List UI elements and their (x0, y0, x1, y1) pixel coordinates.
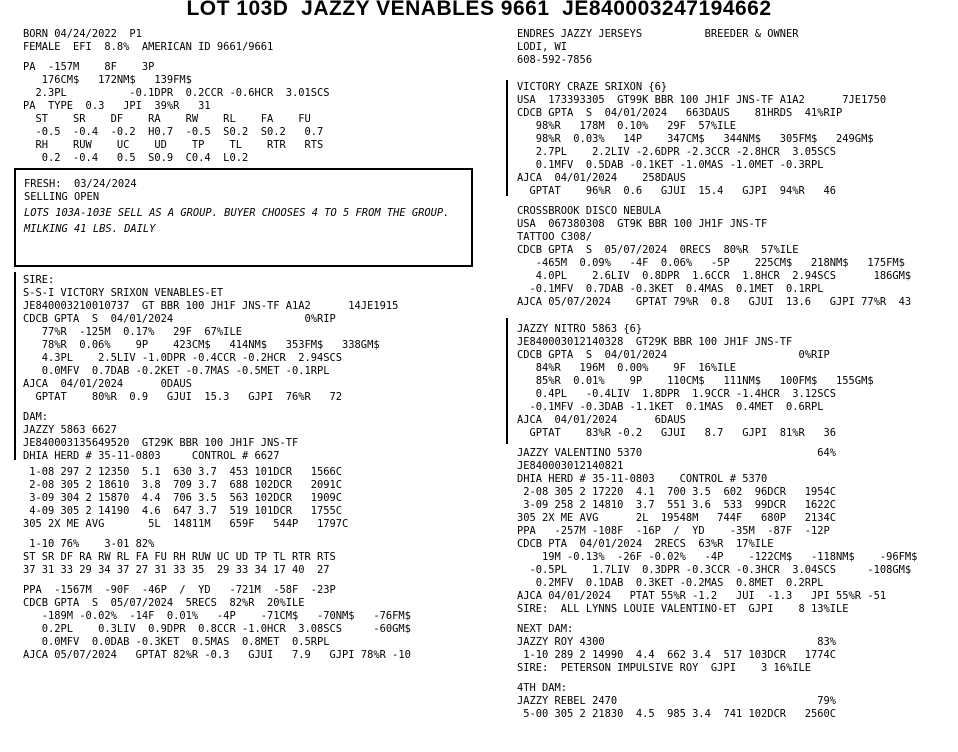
dam-record: 4-09 305 2 14190 4.6 647 3.7 519 101DCR 1755C (23, 505, 343, 517)
sire-line: JE840003210010737 GT BBR 100 JH1F JNS-TF A1A2 14JE1915 (23, 300, 399, 312)
valentino-block (517, 447, 955, 616)
nitro-bar (506, 318, 508, 444)
dam-line: DHIA HERD # 35-11-0803 CONTROL # 6627 (23, 450, 280, 462)
dam-record: 2-08 305 2 18610 3.8 709 3.7 688 102DCR 2091C (23, 479, 343, 491)
pa-line: PA -157M 8F 3P (23, 61, 155, 73)
breeder-block (517, 28, 955, 67)
valentino-line: 305 2X ME AVG 2L 19548M 744F 680P 2134C (517, 512, 837, 524)
crossbrook-line: CROSSBROOK DISCO NEBULA (517, 205, 661, 217)
sire-dam-bar (14, 272, 16, 460)
dam-line: JAZZY 5863 6627 (23, 424, 117, 436)
pa-line: RH RUW UC UD TP TL RTR RTS (23, 139, 324, 151)
selling-status: SELLING OPEN (24, 191, 100, 203)
dam-record: 1-08 297 2 12350 5.1 630 3.7 453 101DCR 1566C (23, 466, 343, 478)
dam-genomics-line: 0.2PL 0.3LIV 0.9DPR 0.8CCR -1.0HCR 3.08SCS -60GM$ (23, 623, 411, 635)
intro-block (23, 28, 493, 54)
nitro-line: JE840003012140328 GT29K BBR 100 JH1F JNS-TF (517, 336, 793, 348)
next-dam-line: NEXT DAM: (517, 623, 574, 635)
nitro-line: 0.4PL -0.4LIV 1.8DPR 1.9CCR -1.4HCR 3.12SCS (517, 388, 837, 400)
crossbrook-line: AJCA 05/07/2024 GPTAT 79%R 0.8 GJUI 13.6 GJPI 77%R 43 (517, 296, 912, 308)
sire-line: CDCB GPTA S 04/01/2024 0%RIP (23, 313, 336, 325)
crossbrook-line: USA 067380308 GT9K BBR 100 JH1F JNS-TF (517, 218, 768, 230)
fresh-box (14, 168, 473, 267)
sire-line: 77%R -125M 0.17% 29F 67%ILE (23, 326, 242, 338)
dam-genomics-line: AJCA 05/07/2024 GPTAT 82%R -0.3 GJUI 7.9 GJPI 78%R -10 (23, 649, 411, 661)
pa-line: ST SR DF RA RW RL FA FU (23, 113, 311, 125)
left-column (23, 28, 493, 165)
victory-line: AJCA 04/01/2024 258DAUS (517, 172, 686, 184)
dam-type-line: 37 31 33 29 34 37 27 31 33 35 29 33 34 17 40 27 (23, 564, 330, 576)
dam-line: JE840003135649520 GT29K BBR 100 JH1F JNS-TF (23, 437, 299, 449)
valentino-line: -0.5PL 1.7LIV 0.3DPR -0.3CCR -0.3HCR 3.04SCS -108GM$ (517, 564, 912, 576)
valentino-line: PPA -257M -108F -16P / YD -35M -87F -12P (517, 525, 830, 537)
sire-dam-column (23, 274, 493, 662)
pa-line: 176CM$ 172NM$ 139FM$ (23, 74, 192, 86)
pa-line: 2.3PL -0.1DPR 0.2CCR -0.6HCR 3.01SCS (23, 87, 330, 99)
nitro-line: GPTAT 83%R -0.2 GJUI 8.7 GJPI 81%R 36 (517, 427, 837, 439)
victory-line: GPTAT 96%R 0.6 GJUI 15.4 GJPI 94%R 46 (517, 185, 837, 197)
victory-line: 0.1MFV 0.5DAB -0.1KET -1.0MAS -1.0MET -0.3RPL (517, 159, 824, 171)
crossbrook-line: CDCB GPTA S 05/07/2024 0RECS 80%R 57%ILE (517, 244, 799, 256)
next-dam-line: 1-10 289 2 14990 4.4 662 3.4 517 103DCR 1774C (517, 649, 837, 661)
valentino-line: SIRE: ALL LYNNS LOUIE VALENTINO-ET GJPI 8 13%ILE (517, 603, 849, 615)
pa-line: 0.2 -0.4 0.5 S0.9 C0.4 L0.2 (23, 152, 249, 164)
valentino-line: JAZZY VALENTINO 5370 64% (517, 447, 837, 459)
id-line: FEMALE EFI 8.8% AMERICAN ID 9661/9661 (23, 41, 274, 53)
born-line: BORN 04/24/2022 P1 (23, 28, 142, 40)
breeder-line: 608-592-7856 (517, 54, 593, 66)
nitro-line: -0.1MFV -0.3DAB -1.1KET 0.1MAS 0.4MET 0.6RPL (517, 401, 824, 413)
sire-line: SIRE: (23, 274, 55, 286)
victory-block (517, 81, 955, 198)
sire-line: AJCA 04/01/2024 0DAUS (23, 378, 192, 390)
next-dam-line: JAZZY ROY 4300 83% (517, 636, 837, 648)
sire-line: GPTAT 80%R 0.9 GJUI 15.3 GJPI 76%R 72 (23, 391, 343, 403)
valentino-line: 2-08 305 2 17220 4.1 700 3.5 602 96DCR 1954C (517, 486, 837, 498)
sire-line: 4.3PL 2.5LIV -1.0DPR -0.4CCR -0.2HCR 2.94SCS (23, 352, 343, 364)
sire-line: 78%R 0.06% 9P 423CM$ 414NM$ 353FM$ 338GM$ (23, 339, 380, 351)
victory-line: VICTORY CRAZE SRIXON {6} (517, 81, 668, 93)
crossbrook-line: -0.1MFV 0.7DAB -0.3KET 0.4MAS 0.1MET 0.1RPL (517, 283, 824, 295)
victory-line: 98%R 0.03% 14P 347CM$ 344NM$ 305FM$ 249GM$ (517, 133, 874, 145)
milking-note: MILKING 41 LBS. DAILY (24, 223, 156, 235)
sire-block (23, 274, 493, 404)
dam-record: 3-09 304 2 15870 4.4 706 3.5 563 102DCR 1909C (23, 492, 343, 504)
victory-line: CDCB GPTA S 04/01/2024 663DAUS 81HRDS 41%RIP (517, 107, 843, 119)
fourth-dam-line: 5-00 305 2 21830 4.5 985 3.4 741 102DCR 2560C (517, 708, 837, 720)
dam-genomics-block (23, 584, 493, 662)
valentino-line: JE840003012140821 (517, 460, 624, 472)
pa-block (23, 61, 493, 165)
nitro-line: 85%R 0.01% 9P 110CM$ 111NM$ 100FM$ 155GM$ (517, 375, 874, 387)
dam-record: 305 2X ME AVG 5L 14811M 659F 544P 1797C (23, 518, 349, 530)
fourth-dam-line: 4TH DAM: (517, 682, 568, 694)
victory-line: 2.7PL 2.2LIV -2.6DPR -2.3CCR -2.8HCR 3.05SCS (517, 146, 837, 158)
pa-line: PA TYPE 0.3 JPI 39%R 31 (23, 100, 211, 112)
dam-type-line: ST SR DF RA RW RL FA FU RH RUW UC UD TP TL RTR RTS (23, 551, 336, 563)
breeder-line: ENDRES JAZZY JERSEYS BREEDER & OWNER (517, 28, 799, 40)
dam-genomics-line: 0.0MFV 0.0DAB -0.3KET 0.5MAS 0.8MET 0.5RPL (23, 636, 330, 648)
nitro-line: CDCB GPTA S 04/01/2024 0%RIP (517, 349, 830, 361)
next-dam-block (517, 623, 955, 675)
lot-title: LOT 103D JAZZY VENABLES 9661 JE840003247194662 (186, 0, 772, 20)
valentino-line: CDCB PTA 04/01/2024 2RECS 63%R 17%ILE (517, 538, 774, 550)
fourth-dam-block (517, 682, 955, 721)
crossbrook-block (517, 205, 955, 309)
sire-line: 0.0MFV 0.7DAB -0.2KET -0.7MAS -0.5MET -0.1RPL (23, 365, 330, 377)
sire-line: S-S-I VICTORY SRIXON VENABLES-ET (23, 287, 224, 299)
breeder-line: LODI, WI (517, 41, 568, 53)
fourth-dam-line: JAZZY REBEL 2470 79% (517, 695, 837, 707)
dam-genomics-line: PPA -1567M -90F -46P / YD -721M -58F -23P (23, 584, 336, 596)
crossbrook-line: TATTOO C308/ (517, 231, 593, 243)
valentino-line: AJCA 04/01/2024 PTAT 55%R -1.2 JUI -1.3 JPI 55%R -51 (517, 590, 887, 602)
next-dam-line: SIRE: PETERSON IMPULSIVE ROY GJPI 3 16%ILE (517, 662, 812, 674)
group-note: LOTS 103A-103E SELL AS A GROUP. BUYER CHOOSES 4 TO 5 FROM THE GROUP. (24, 207, 450, 219)
valentino-line: 19M -0.13% -26F -0.02% -4P -122CM$ -118NM$ -96FM$ (517, 551, 918, 563)
nitro-block (517, 323, 955, 440)
victory-bar (506, 80, 508, 196)
crossbrook-line: -465M 0.09% -4F 0.06% -5P 225CM$ 218NM$ 175FM$ (517, 257, 905, 269)
nitro-line: 84%R 196M 0.00% 9F 16%ILE (517, 362, 736, 374)
victory-line: USA 173393305 GT99K BBR 100 JH1F JNS-TF A1A2 7JE1750 (517, 94, 887, 106)
valentino-line: 0.2MFV 0.1DAB 0.3KET -0.2MAS 0.8MET 0.2RPL (517, 577, 824, 589)
dam-genomics-line: -189M -0.02% -14F 0.01% -4P -71CM$ -70NM$ -76FM$ (23, 610, 411, 622)
victory-line: 98%R 178M 0.10% 29F 57%ILE (517, 120, 736, 132)
nitro-line: JAZZY NITRO 5863 {6} (517, 323, 643, 335)
valentino-line: DHIA HERD # 35-11-0803 CONTROL # 5370 (517, 473, 768, 485)
pa-line: -0.5 -0.4 -0.2 H0.7 -0.5 S0.2 S0.2 0.7 (23, 126, 324, 138)
dam-genomics-line: CDCB GPTA S 05/07/2024 5RECS 82%R 20%ILE (23, 597, 305, 609)
dam-type-line: 1-10 76% 3-01 82% (23, 538, 155, 550)
crossbrook-line: 4.0PL 2.6LIV 0.8DPR 1.6CCR 1.8HCR 2.94SCS 186GM$ (517, 270, 912, 282)
dam-line: DAM: (23, 411, 49, 423)
valentino-line: 3-09 258 2 14810 3.7 551 3.6 533 99DCR 1622C (517, 499, 837, 511)
fresh-date: FRESH: 03/24/2024 (24, 178, 137, 190)
dam-type-block (23, 538, 493, 577)
right-column (517, 28, 955, 721)
dam-block (23, 411, 493, 531)
nitro-line: AJCA 04/01/2024 6DAUS (517, 414, 686, 426)
